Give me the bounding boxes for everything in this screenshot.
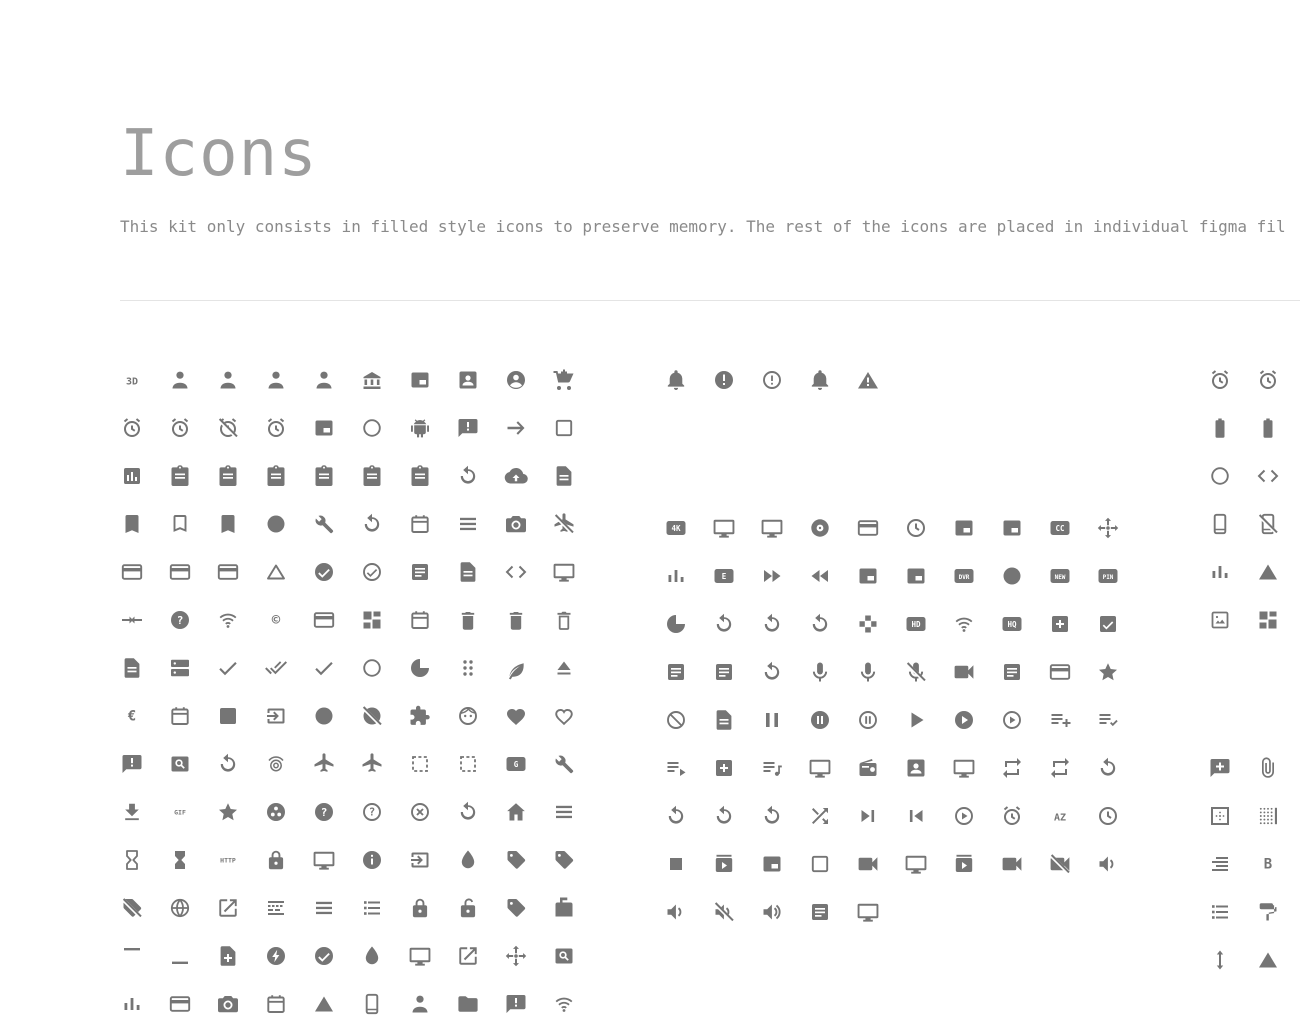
icon-http[interactable] [216,848,240,872]
icon-change-history[interactable] [264,560,288,584]
icon-copyright[interactable] [264,608,288,632]
icon-missed-video-call[interactable] [952,660,976,684]
icon-opacity[interactable] [360,944,384,968]
icon-find-replace[interactable] [216,752,240,776]
icon-web-asset[interactable] [856,900,880,924]
icon-add-alert[interactable] [664,368,688,392]
icon-done-outline[interactable] [312,656,336,680]
icon-flight-takeoff[interactable] [360,752,384,776]
icon-videocam-off[interactable] [1048,852,1072,876]
icon-card-membership[interactable] [168,560,192,584]
icon-drag-indicator[interactable] [456,656,480,680]
icon-date-range[interactable] [408,608,432,632]
icon-music-video[interactable] [1048,660,1072,684]
icon-games[interactable] [856,612,880,636]
icon-pan-tool[interactable] [120,992,144,1016]
icon-info[interactable] [360,848,384,872]
icon-replay-30[interactable] [712,804,736,828]
icon-replay[interactable] [1096,756,1120,780]
icon-alarm-add[interactable] [168,416,192,440]
icon-movie[interactable] [1000,660,1024,684]
icon-euro-symbol[interactable] [120,704,144,728]
icon-invert-colors[interactable] [456,848,480,872]
icon-fiber-manual-record[interactable] [1000,564,1024,588]
icon-https[interactable] [264,848,288,872]
icon-skip-previous[interactable] [904,804,928,828]
icon-new-releases[interactable] [1096,660,1120,684]
icon-maximize[interactable] [120,944,144,968]
svg-text:©: © [271,612,281,629]
icon-airplay[interactable] [760,516,784,540]
icon-open-in-new[interactable] [456,944,480,968]
icon-assignment-turned-in[interactable] [408,464,432,488]
icon-card-travel[interactable] [216,560,240,584]
icon-queue[interactable] [712,756,736,780]
icon-hearing[interactable] [952,612,976,636]
icon-branding-watermark[interactable] [952,516,976,540]
icon-label-off[interactable] [120,896,144,920]
icon-signal-cellular-alt[interactable] [1208,560,1232,584]
icon-list[interactable] [360,896,384,920]
icon-payment[interactable] [168,992,192,1016]
icon-done-all[interactable] [264,656,288,680]
icon-high-quality[interactable] [1000,612,1024,636]
icon-account-box[interactable] [456,368,480,392]
icon-bug-report[interactable] [264,512,288,536]
icon-format-bold[interactable] [1256,852,1280,876]
icon-done[interactable] [216,656,240,680]
icon-calendar-view-day[interactable] [456,512,480,536]
icon-fiber-pin[interactable] [1096,564,1120,588]
icon-not-interested[interactable] [664,708,688,732]
icon-input[interactable] [408,848,432,872]
svg-text:CC: CC [1055,523,1065,533]
icon-markunread-mailbox[interactable] [552,896,576,920]
icon-stop[interactable] [664,852,688,876]
icon-surround-sound[interactable] [808,852,832,876]
icon-fast-rewind[interactable] [808,564,832,588]
icon-featured-play-list[interactable] [856,564,880,588]
icon-gavel[interactable] [552,752,576,776]
icon-assessment[interactable] [120,464,144,488]
icon-data-usage[interactable] [1208,464,1232,488]
icon-compare-arrows[interactable] [120,608,144,632]
icon-dns[interactable] [168,656,192,680]
icon-history[interactable] [456,800,480,824]
icon-loop[interactable] [760,660,784,684]
icon-av-timer[interactable] [904,516,928,540]
icon-contactless[interactable] [216,608,240,632]
icon-assignment[interactable] [168,464,192,488]
icon-accessible[interactable] [264,368,288,392]
icon-format-align-right[interactable] [1208,852,1232,876]
icon-mobile-off[interactable] [1256,512,1280,536]
icon-donut-large[interactable] [360,656,384,680]
icon-label-important[interactable] [552,848,576,872]
icon-volume-down[interactable] [1096,852,1120,876]
icon-account-balance[interactable] [360,368,384,392]
icon-aspect-ratio[interactable] [552,416,576,440]
icon-volume-mute[interactable] [664,900,688,924]
icon-repeat-one[interactable] [1048,756,1072,780]
svg-text:PIN: PIN [1102,573,1114,581]
icon-contact-support[interactable] [168,608,192,632]
icon-videocam[interactable] [1000,852,1024,876]
icon-fast-forward[interactable] [760,564,784,588]
icon-grade[interactable] [216,800,240,824]
icon-horizontal-split[interactable] [552,800,576,824]
icon-border-right[interactable] [1256,804,1280,828]
icon-account-balance-wallet[interactable] [408,368,432,392]
icon-description[interactable] [120,656,144,680]
icon-alarm-off[interactable] [216,416,240,440]
icon-accessible-forward[interactable] [312,368,336,392]
icon-highlight-off[interactable] [408,800,432,824]
icon-code[interactable] [504,560,528,584]
icon-developer-mode[interactable] [1256,464,1280,488]
icon-all-out[interactable] [360,416,384,440]
icon-chrome-reader-mode[interactable] [408,560,432,584]
icon-explore-off[interactable] [360,704,384,728]
icon-pause-circle-outline[interactable] [856,708,880,732]
icon-warning[interactable] [856,368,880,392]
icon-offline-bolt[interactable] [264,944,288,968]
icon-event[interactable] [168,704,192,728]
icon-library-music[interactable] [712,660,736,684]
icon-flip-to-back[interactable] [408,752,432,776]
icon-signal-cellular-no-internet[interactable] [1256,560,1280,584]
icon-access-alarms[interactable] [1256,368,1280,392]
icon-flip-to-front[interactable] [456,752,480,776]
icon-exit-to-app[interactable] [264,704,288,728]
icon-repeat[interactable] [1000,756,1024,780]
icon-favorite[interactable] [504,704,528,728]
icon-shuffle[interactable] [808,804,832,828]
icon-perm-media[interactable] [456,992,480,1016]
icon-web[interactable] [808,900,832,924]
icon-get-app[interactable] [120,800,144,824]
icon-mic-off[interactable] [904,660,928,684]
icon-access-alarm[interactable] [1208,368,1232,392]
icon-alarm[interactable] [120,416,144,440]
icon-line-weight[interactable] [312,896,336,920]
icon-subtitles[interactable] [760,852,784,876]
icon-bookmarks[interactable] [216,512,240,536]
icon-donut-small[interactable] [408,656,432,680]
icon-wallpaper[interactable] [1208,608,1232,632]
svg-text:NEW: NEW [1054,573,1066,581]
icon-error[interactable] [712,368,736,392]
icon-format-paint[interactable] [1256,900,1280,924]
icon-border-outer[interactable] [1208,804,1232,828]
icon-home[interactable] [504,800,528,824]
icon-event-seat[interactable] [216,704,240,728]
icon-add-comment[interactable] [1208,756,1232,780]
icon-help-outline[interactable] [360,800,384,824]
icon-favorite-border[interactable] [552,704,576,728]
icon-height[interactable] [1208,948,1232,972]
icon-account-circle[interactable] [504,368,528,392]
svg-text:HD: HD [911,619,921,629]
icon-all-inbox[interactable] [312,416,336,440]
icon-delete-outline[interactable] [552,608,576,632]
icon-video-call[interactable] [856,852,880,876]
icon-card-giftcard[interactable] [120,560,144,584]
icon-delete[interactable] [456,608,480,632]
icon-attach-file[interactable] [1256,756,1280,780]
icon-mobile-friendly[interactable] [1208,512,1232,536]
icon-equalizer[interactable] [664,564,688,588]
icon-arrow-right-alt[interactable] [504,416,528,440]
icon-forward-30[interactable] [760,612,784,636]
icon-flight-land[interactable] [312,752,336,776]
icon-library-add[interactable] [1048,612,1072,636]
icon-g-translate[interactable] [504,752,528,776]
icon-battery-unknown[interactable] [1256,416,1280,440]
icon-radio[interactable] [856,756,880,780]
svg-text:AZ: AZ [1053,812,1067,824]
icon-perm-scan-wifi[interactable] [552,992,576,1016]
svg-text:DVR: DVR [958,573,970,581]
svg-text:GIF: GIF [174,808,186,817]
icon-skip-next[interactable] [856,804,880,828]
icon-playlist-add[interactable] [1048,708,1072,732]
icon-credit-card[interactable] [312,608,336,632]
icon-assignment-ind[interactable] [216,464,240,488]
icon-video-library[interactable] [952,852,976,876]
icon-note[interactable] [712,708,736,732]
icon-cached[interactable] [360,512,384,536]
icon-perm-device-information[interactable] [360,992,384,1016]
icon-dashboard[interactable] [360,608,384,632]
icon-feedback[interactable] [120,752,144,776]
icon-queue-play-next[interactable] [808,756,832,780]
svg-text:E: E [721,571,727,581]
icon-group-work[interactable] [264,800,288,824]
icon-closed-caption[interactable] [1048,516,1072,540]
icon-cancel-schedule-send[interactable] [552,512,576,536]
icon-loyalty[interactable] [504,896,528,920]
icon-accessibility-new[interactable] [216,368,240,392]
icon-commute[interactable] [552,560,576,584]
icon-launch[interactable] [216,896,240,920]
icon-face[interactable] [456,704,480,728]
icon-check-circle-outline[interactable] [360,560,384,584]
icon-3d-rotation[interactable] [120,368,144,392]
icon-hd[interactable] [904,612,928,636]
icon-4k[interactable] [664,516,688,540]
icon-perm-data-setting[interactable] [312,992,336,1016]
svg-text:€: € [127,708,137,725]
icon-gif[interactable] [168,800,192,824]
icon-play-circle-filled[interactable] [952,708,976,732]
icon-perm-phone-msg[interactable] [504,992,528,1016]
icon-recent-actors[interactable] [904,756,928,780]
icon-fingerprint[interactable] [264,752,288,776]
icon-label[interactable] [504,848,528,872]
icon-offline-pin[interactable] [312,944,336,968]
icon-sort-by-alpha[interactable] [1048,804,1072,828]
icon-explicit[interactable] [712,564,736,588]
icon-replay-5[interactable] [760,804,784,828]
icon-notification-important[interactable] [808,368,832,392]
icon-eco[interactable] [504,656,528,680]
icon-queue-music[interactable] [760,756,784,780]
icon-mic[interactable] [808,660,832,684]
icon-build[interactable] [312,512,336,536]
icon-widgets[interactable] [1256,608,1280,632]
icon-pause[interactable] [760,708,784,732]
svg-text:B: B [1263,856,1273,873]
icon-pageview[interactable] [552,944,576,968]
icon-delete-forever[interactable] [504,608,528,632]
icon-backup[interactable] [504,464,528,488]
svg-text:4K: 4K [671,523,681,533]
icon-play-circle-outline[interactable] [1000,708,1024,732]
icon-playlist-add-check[interactable] [1096,708,1120,732]
icon-fiber-dvr[interactable] [952,564,976,588]
icon-note-add[interactable] [216,944,240,968]
svg-text:HTTP: HTTP [220,856,236,865]
icon-remove-from-queue[interactable] [952,756,976,780]
icon-announcement[interactable] [456,416,480,440]
icon-lock[interactable] [408,896,432,920]
icon-extension[interactable] [408,704,432,728]
page-subtitle: This kit only consists in filled style icons to preserve memory. The rest of the icons are placed in individual figma fil [120,217,1286,236]
page-title: Icons [120,117,318,191]
icon-library-books[interactable] [664,660,688,684]
icon-book[interactable] [552,464,576,488]
icon-fiber-smart-record[interactable] [664,612,688,636]
icon-pause-circle-filled[interactable] [808,708,832,732]
svg-text:HQ: HQ [1007,619,1017,629]
icon-perm-camera-mic[interactable] [216,992,240,1016]
icon-assignment-return[interactable] [312,464,336,488]
icon-volume-off[interactable] [712,900,736,924]
icon-snooze[interactable] [1000,804,1024,828]
icon-subscriptions[interactable] [712,852,736,876]
icon-open-in-browser[interactable] [408,944,432,968]
icon-album[interactable] [808,516,832,540]
icon-call-to-action[interactable] [1000,516,1024,540]
icon-perm-contact-calendar[interactable] [264,992,288,1016]
icon-language[interactable] [168,896,192,920]
icon-bookmark-border[interactable] [168,512,192,536]
icon-assignment-returned[interactable] [360,464,384,488]
icon-open-with[interactable] [504,944,528,968]
icon-add-to-queue[interactable] [712,516,736,540]
icon-library-add-check[interactable] [1096,612,1120,636]
icon-slow-motion-video[interactable] [952,804,976,828]
icon-eject[interactable] [552,656,576,680]
icon-explore[interactable] [312,704,336,728]
icon-forward-10[interactable] [712,612,736,636]
icon-speed[interactable] [1096,804,1120,828]
icon-check-circle[interactable] [312,560,336,584]
icon-autorenew[interactable] [456,464,480,488]
icon-help[interactable] [312,800,336,824]
icon-playlist-play[interactable] [664,756,688,780]
icon-control-camera[interactable] [1096,516,1120,540]
icon-fiber-new[interactable] [1048,564,1072,588]
icon-assignment-late[interactable] [264,464,288,488]
icon-hourglass-full[interactable] [168,848,192,872]
icon-lock-open[interactable] [456,896,480,920]
icon-minimize[interactable] [168,944,192,968]
icon-volume-up[interactable] [760,900,784,924]
icon-alarm-on[interactable] [264,416,288,440]
icon-replay-10[interactable] [664,804,688,828]
icon-add-shopping-cart[interactable] [552,368,576,392]
icon-camera-enhance[interactable] [504,512,528,536]
icon-android[interactable] [408,416,432,440]
icon-art-track[interactable] [856,516,880,540]
icon-forward-5[interactable] [808,612,832,636]
icon-video-label[interactable] [904,852,928,876]
icon-class[interactable] [456,560,480,584]
icon-line-style[interactable] [264,896,288,920]
icon-error-outline[interactable] [760,368,784,392]
svg-text:G: G [513,759,519,769]
icon-battery-std[interactable] [1208,416,1232,440]
icon-important-devices[interactable] [312,848,336,872]
icon-mic-none[interactable] [856,660,880,684]
icon-featured-video[interactable] [904,564,928,588]
icon-hourglass-empty[interactable] [120,848,144,872]
icon-accessibility[interactable] [168,368,192,392]
icon-perm-identity[interactable] [408,992,432,1016]
icon-play-arrow[interactable] [904,708,928,732]
icon-highlight[interactable] [1256,948,1280,972]
icon-format-list-numbered[interactable] [1208,900,1232,924]
icon-bookmark[interactable] [120,512,144,536]
icon-find-in-page[interactable] [168,752,192,776]
svg-text:3D: 3D [125,376,139,388]
icon-calendar-today[interactable] [408,512,432,536]
